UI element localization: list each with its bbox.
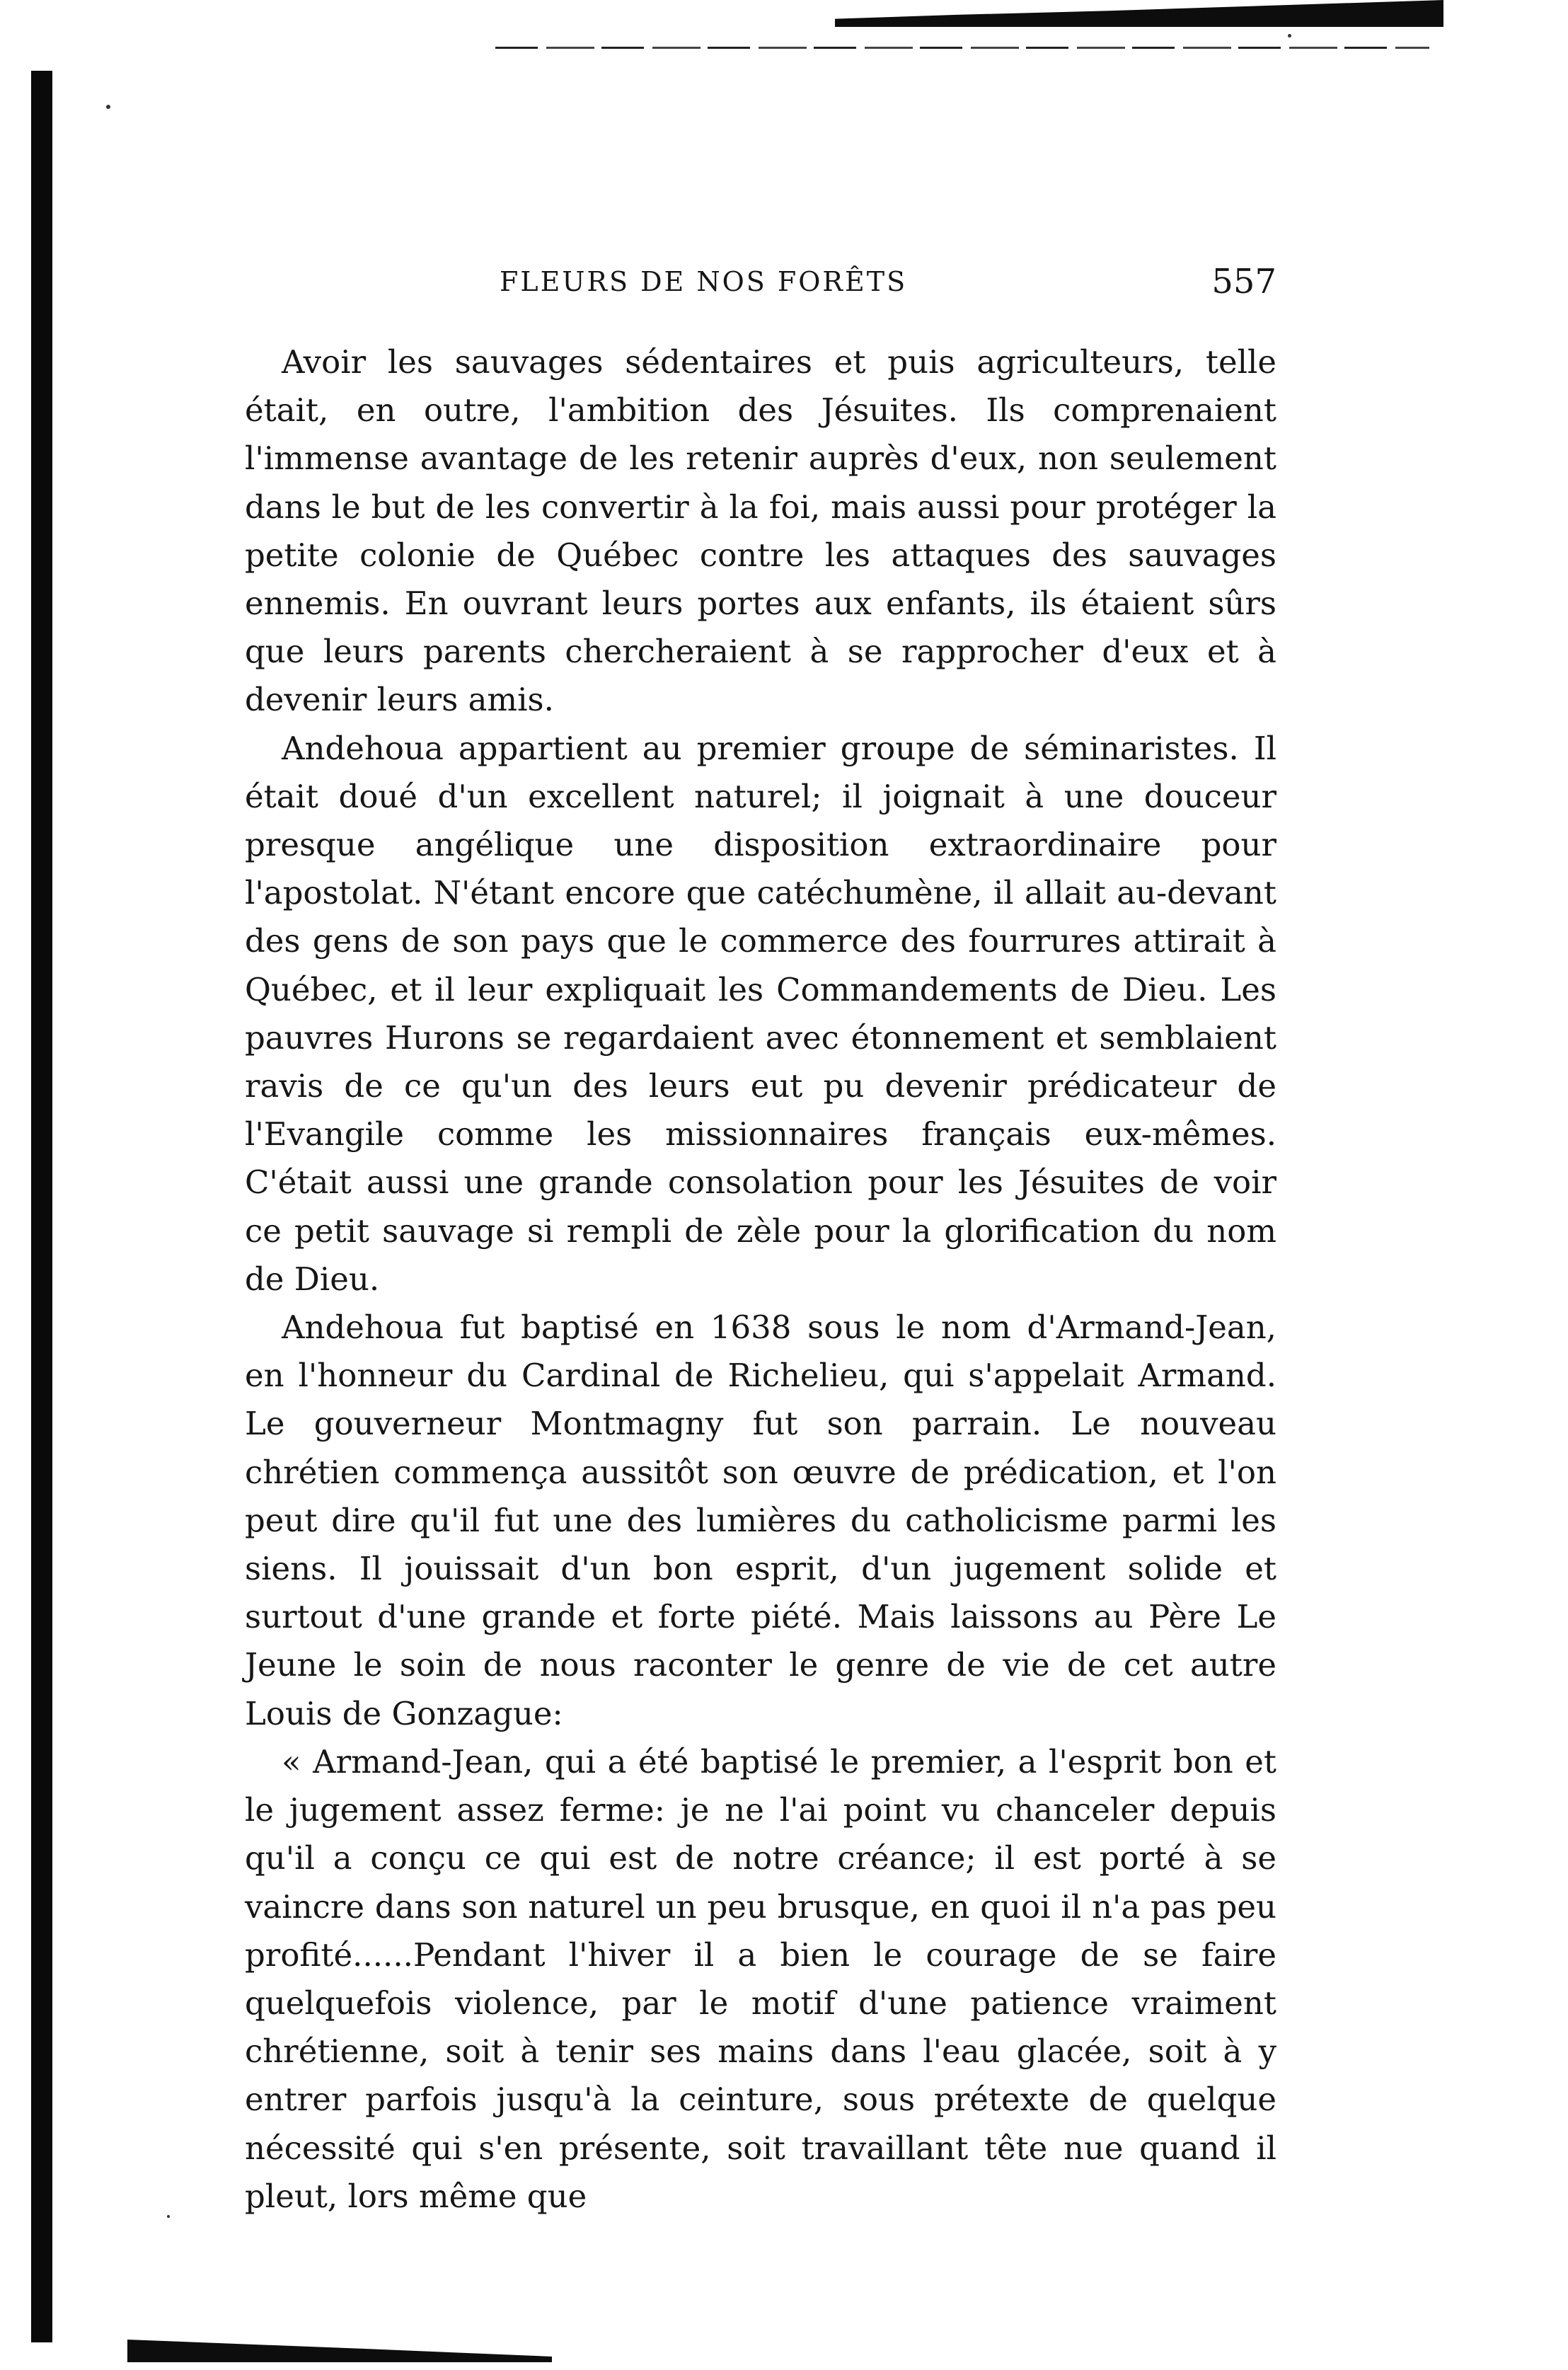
body-text (245, 338, 1276, 2221)
scan-speck (167, 2215, 170, 2218)
page-number: 557 (1211, 262, 1276, 301)
scan-speck (106, 105, 110, 109)
running-title: FLEURS DE NOS FORÊTS (500, 266, 908, 297)
paragraph: Avoir les sauvages sédentaires et puis agriculteurs, telle était, en outre, l'ambition des Jésuites. Ils comprenaient l'immense avantage de les retenir auprès d'eux, non seulement dans le but de les convertir à la foi, mais aussi pour protéger la petite colonie de Québec contre les attaques des sauvages ennemis. En ouvrant leurs portes aux enfants, ils étaient sûrs que leurs parents chercheraient à se rapprocher d'eux et à devenir leurs amis. (245, 343, 1276, 719)
paragraph: Andehoua appartient au premier groupe de séminaristes. Il était doué d'un excellent naturel; il joignait à une douceur presque angélique une disposition extraordinaire pour l'apostolat. N'étant encore que catéchumène, il allait au-devant des gens de son pays que le commerce des fourrures attirait à Québec, et il leur expliquait les Commandements de Dieu. Les pauvres Hurons se regardaient avec étonnement et semblaient ravis de ce qu'un des leurs eut pu devenir prédicateur de l'Evangile comme les missionnaires français eux-mêmes. C'était aussi une grande consolation pour les Jésuites de voir ce petit sauvage si rempli de zèle pour la glorification du nom de Dieu. (245, 729, 1276, 1298)
scan-border-bottom (127, 2340, 552, 2362)
paragraph: « Armand-Jean, qui a été baptisé le premier, a l'esprit bon et le jugement assez ferme: je ne l'ai point vu chanceler depuis qu'il a conçu ce qui est de notre créance; il est porté à se vaincre dans son naturel un peu brusque, en quoi il n'a pas peu profité......Pendant l'hiver il a bien le courage de se faire quelquefois violence, par le motif d'une patience vraiment chrétienne, soit à tenir ses mains dans l'eau glacée, soit à y entrer parfois jusqu'à la ceinture, sous prétexte de quelque nécessité qui s'en présente, soit travaillant tête nue quand il pleut, lors même que (245, 1742, 1276, 2215)
scan-speck (1288, 34, 1291, 38)
scan-border-top (835, 0, 1443, 27)
paragraph: Andehoua fut baptisé en 1638 sous le nom d'Armand-Jean, en l'honneur du Cardinal de Richelieu, qui s'appelait Armand. Le gouverneur Montmagny fut son parrain. Le nouveau chrétien commença aussitôt son œuvre de prédication, et l'on peut dire qu'il fut une des lumières du catholicisme parmi les siens. Il jouissait d'un bon esprit, d'un jugement solide et surtout d'une grande et forte piété. Mais laissons au Père Le Jeune le soin de nous raconter le genre de vie de cet autre Louis de Gonzague: (245, 1308, 1276, 1732)
scan-border-left (31, 71, 52, 2342)
page-header (245, 262, 1276, 304)
scan-line-top (495, 47, 1429, 49)
